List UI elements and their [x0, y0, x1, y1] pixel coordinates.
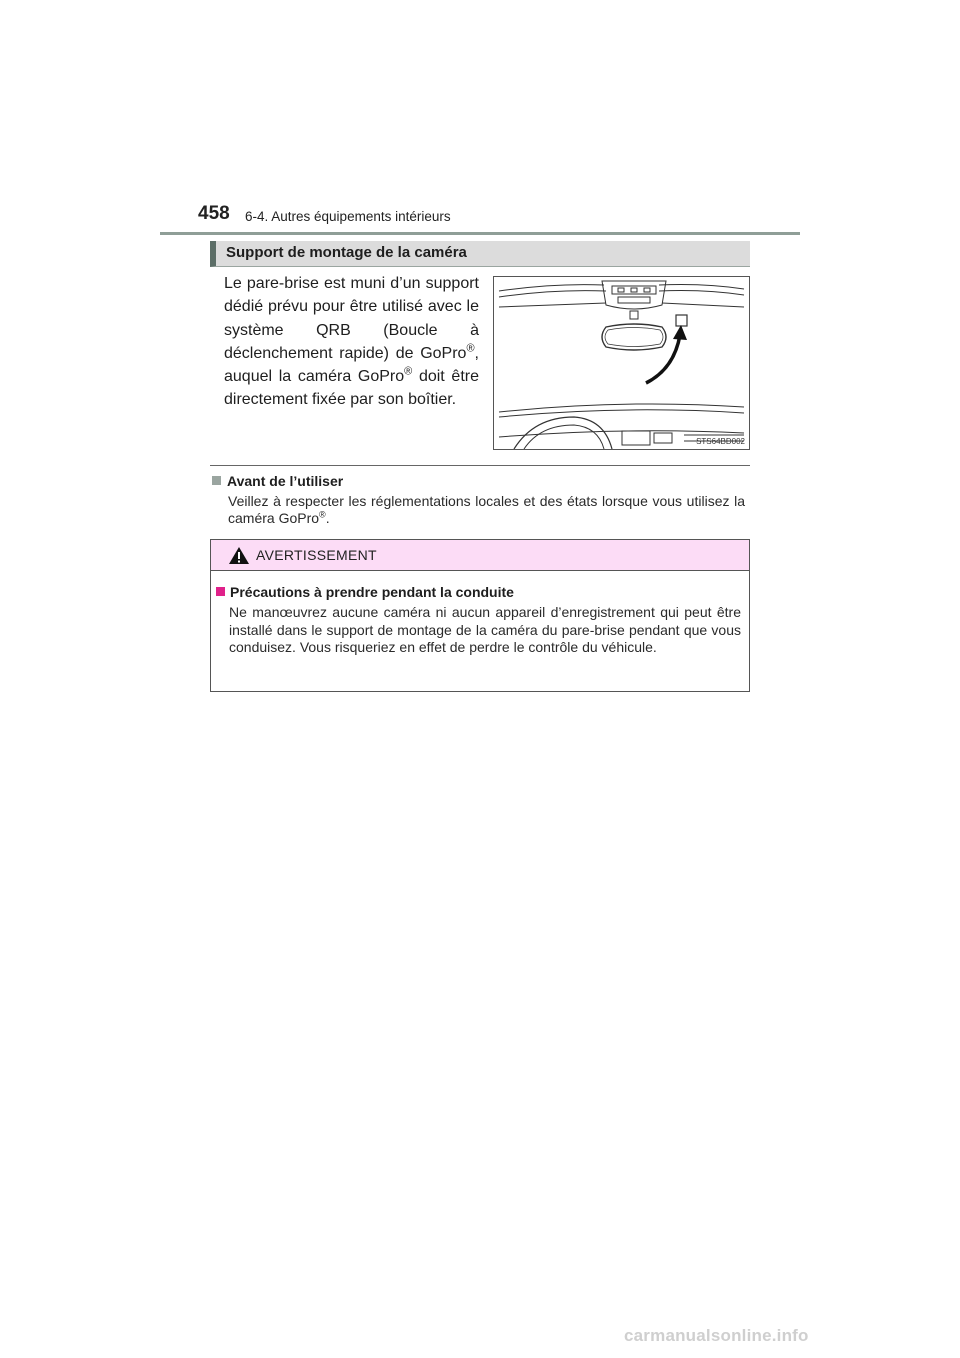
- bullet-square-icon: [212, 476, 221, 485]
- registered-mark-3: ®: [319, 509, 326, 520]
- header-rule: [160, 232, 800, 235]
- warning-subheading-text: Précautions à prendre pendant la conduite: [230, 584, 514, 600]
- registered-mark-2: ®: [404, 365, 413, 378]
- pointer-arrow-icon: [646, 335, 680, 383]
- warning-text: Ne manœuvrez aucune caméra ni aucun appareil d’enregistrement qui peut être installé dans le support de montage de la caméra du pare-brise pendant que vous conduisez. Vous risqueriez en effet de perdre le contrôle du véhicule.: [229, 604, 741, 655]
- before-use-heading: [212, 473, 343, 489]
- warning-subheading: [216, 584, 514, 600]
- bullet-square-icon: [216, 587, 225, 596]
- warning-header: [211, 540, 749, 571]
- page-number: 458: [198, 203, 230, 224]
- section-divider: [210, 465, 750, 466]
- warning-box: [210, 539, 750, 692]
- section-title-bar: [210, 241, 750, 267]
- before-use-text: [228, 493, 745, 527]
- warning-title: AVERTISSEMENT: [256, 547, 377, 563]
- chapter-title: 6-4. Autres équipements intérieurs: [245, 209, 451, 224]
- before-use-text-end: .: [325, 510, 330, 526]
- windshield-drawing: [494, 277, 749, 449]
- intro-paragraph: [224, 272, 479, 412]
- warning-triangle-icon: [228, 546, 250, 565]
- intro-text-3: doit être directement fixée par son boîtier.: [224, 368, 479, 409]
- watermark: carmanualsonline.info: [624, 1326, 809, 1345]
- intro-text-1: Le pare-brise est muni d’un support dédié prévu pour être utilisé avec le système QRB (Boucle à déclenchement rapide) de GoPro: [224, 275, 479, 362]
- before-use-heading-text: Avant de l’utiliser: [227, 473, 344, 489]
- registered-mark-1: ®: [466, 342, 475, 355]
- section-title: Support de montage de la caméra: [226, 244, 467, 261]
- intro-text-2: , auquel la caméra GoPro: [224, 344, 479, 386]
- before-use-text-main: Veillez à respecter les réglementations locales et des états lorsque vous utilisez la caméra GoPro: [228, 493, 745, 526]
- windshield-mount-illustration: [493, 276, 750, 450]
- figure-code: STS64BD002: [696, 437, 745, 446]
